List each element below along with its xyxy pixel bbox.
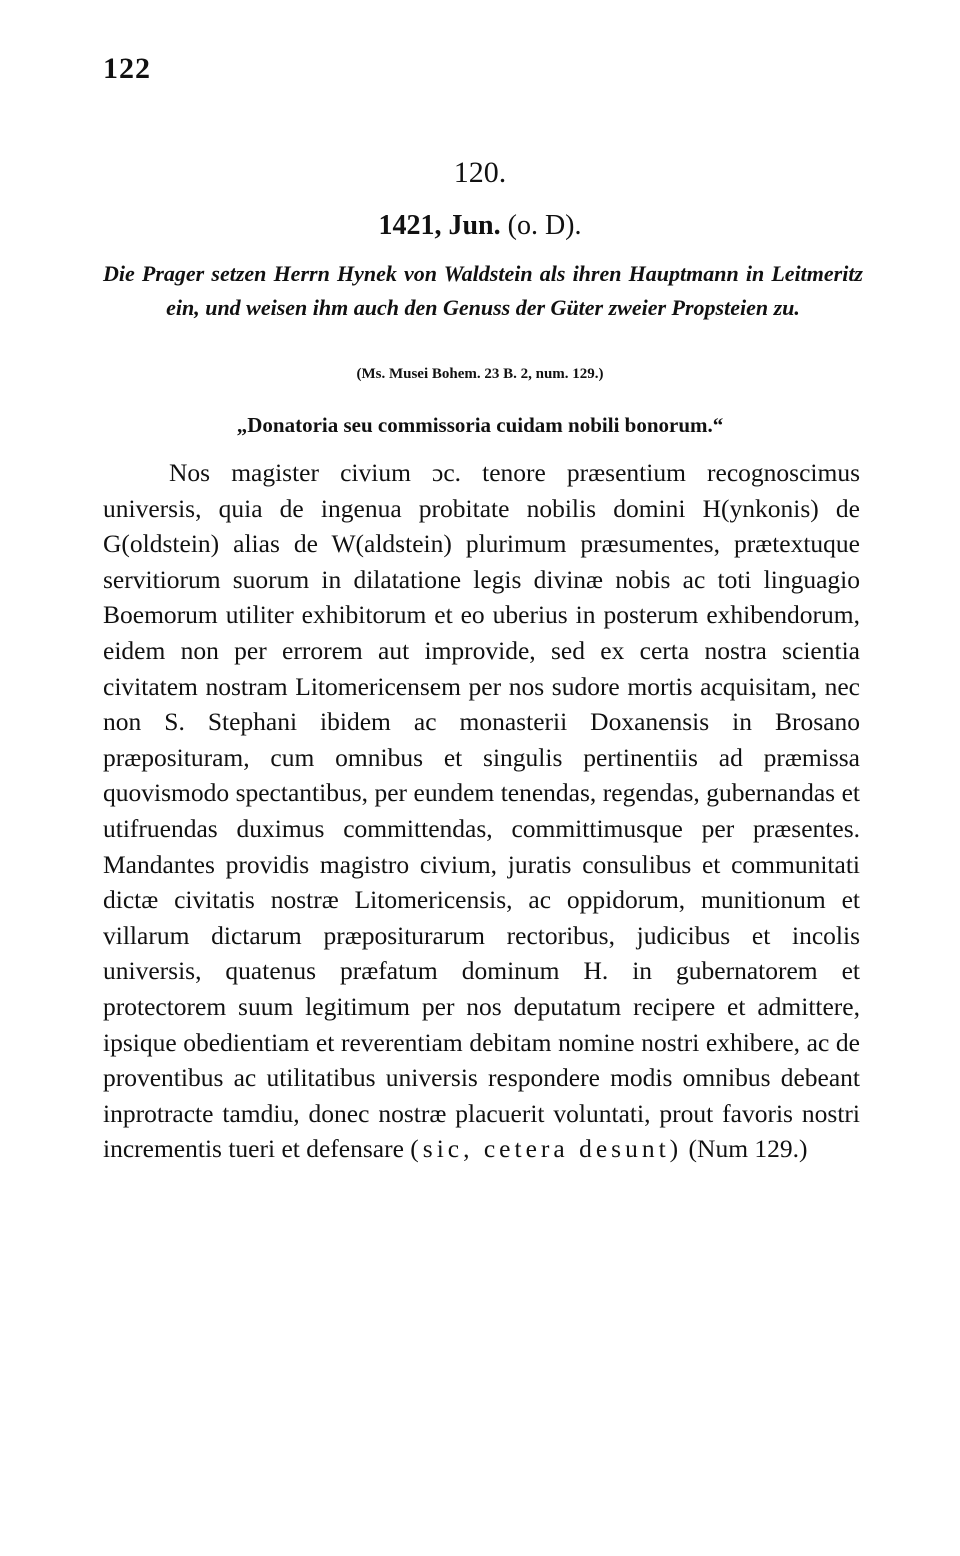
document-date: 1421, Jun.	[378, 210, 501, 241]
body-text-main: Nos magister civium ɔc. tenore præsentium recognoscimus universis, quia de ingenua probitate nobilis domini H(ynkonis) de G(oldstein) alias de W(aldstein) plurimum præsumentes, prætextuque servitiorum suorum in dilatatione legis divinæ nobis ac toti linguagio Boemorum utiliter exhibitorum et eo uberius in posterum exhibendorum, eidem non per errorem aut improvide, sed ex certa nostra scientia civitatem nostram Litomericensem per nos sudore mortis acquisitam, nec non S. Stephani ibidem ac monasterii Doxanensis in Brosano præposituram, cum omnibus et singulis pertinentiis ad præmissa quovismodo spectantibus, per eundem tenendas, regendas, gubernandas et utifruendas duximus committendas, committimusque per præsentes. Mandantes providis magistro civium, juratis consulibus et communitati dictæ civitatis nostræ Litomericensis, ac oppidorum, munitionum et villarum dictarum præpositurarum rectoribus, judicibus et incolis universis, quatenus præfatum dominum H. in gubernatorem et protectorem suum legitimum per nos deputatum recipere et admittere, ipsique obedientiam et reverentiam debitam nomine nostri exhibere, ac de proventibus ac utilitatibus universis respondere modis omnibus debeant inprotracte tamdiu, donec nostræ placuerit voluntati, prout favoris nostri incrementis tueri et defensare	[103, 458, 860, 1164]
archive-reference: (Num 129.)	[688, 1134, 808, 1164]
body-paragraph	[103, 455, 860, 1167]
page-number: 122	[103, 52, 151, 85]
source-reference: (Ms. Musei Bohem. 23 B. 2, num. 129.)	[356, 366, 604, 382]
date-note: (o. D).	[507, 210, 582, 241]
document-body	[103, 455, 860, 1167]
document-heading: „Donatoria seu commissoria cuidam nobili bonorum.“	[236, 413, 724, 437]
document-number: 120.	[453, 156, 507, 189]
document-summary: Die Prager setzen Herrn Hynek von Waldstein als ihren Hauptmann in Leitmeritz ein, und weisen ihm auch den Genuss der Güter zweier Propsteien zu.	[103, 261, 863, 320]
date-line	[0, 210, 960, 242]
editorial-note: (sic, cetera desunt)	[410, 1134, 683, 1164]
